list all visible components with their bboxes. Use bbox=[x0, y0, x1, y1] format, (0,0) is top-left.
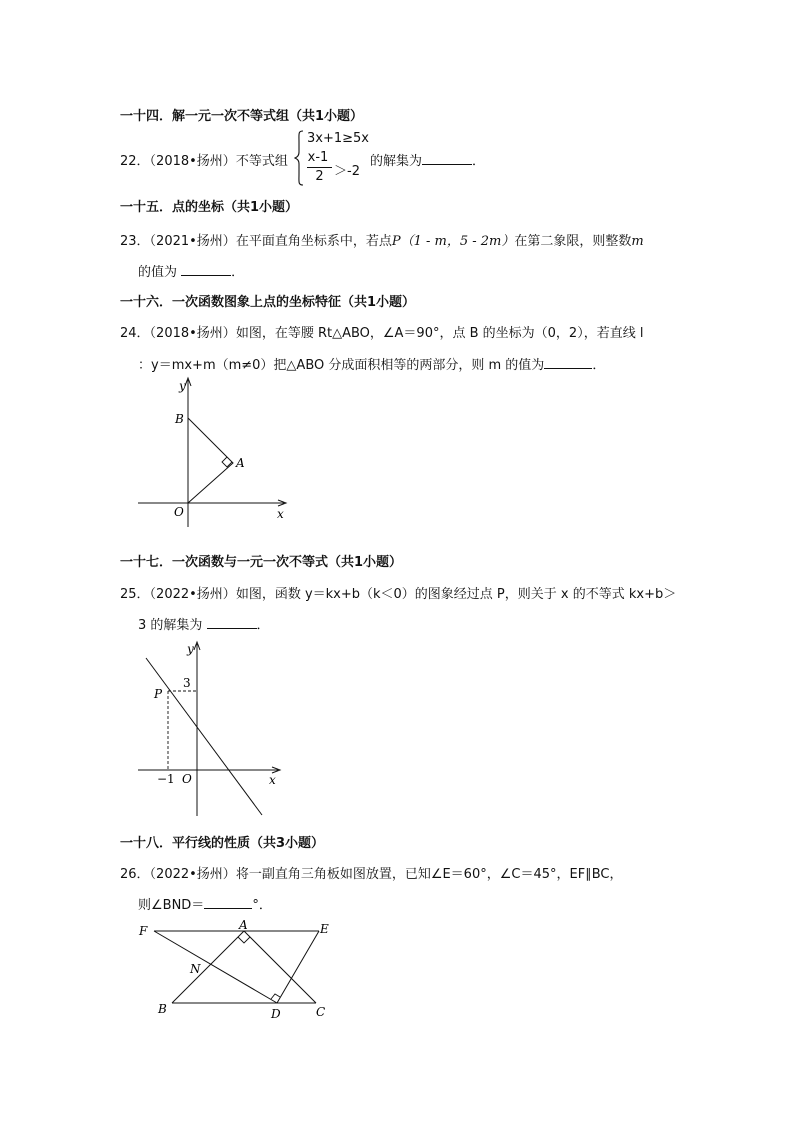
label-x: x bbox=[269, 773, 276, 787]
label-a: A bbox=[236, 456, 245, 470]
question-source: （2022•扬州） bbox=[149, 867, 236, 882]
label-neg1: −1 bbox=[157, 772, 175, 786]
question-text: 如图，函数 y＝kx+b（k＜0）的图象经过点 P，则关于 x 的不等式 kx+b＞ bbox=[235, 587, 677, 602]
label-d: D bbox=[271, 1007, 281, 1021]
question-23-line2: 的值为 ． bbox=[138, 265, 245, 280]
question-source: （2021•扬州） bbox=[149, 234, 236, 249]
section-heading-18: 一十八．平行线的性质（共3小题） bbox=[120, 836, 325, 851]
question-source: （2018•扬州） bbox=[149, 154, 236, 169]
question-text: °． bbox=[252, 898, 272, 913]
triangle-abo bbox=[188, 418, 233, 503]
question-25-line2: 3 的解集为 ． bbox=[138, 618, 270, 633]
question-number: 25． bbox=[120, 587, 150, 602]
segment-ab bbox=[172, 931, 244, 1003]
question-number: 24． bbox=[120, 326, 150, 341]
section-heading-17: 一十七．一次函数与一元一次不等式（共1小题） bbox=[120, 555, 403, 570]
question-22-tail: 的解集为 ． bbox=[370, 154, 486, 169]
fraction-denominator: 2 bbox=[315, 169, 324, 184]
answer-blank[interactable] bbox=[204, 896, 252, 909]
question-source: （2022•扬州） bbox=[149, 587, 236, 602]
line-y-kx-b bbox=[146, 658, 262, 815]
label-a: A bbox=[239, 918, 248, 932]
figure-q24 bbox=[130, 372, 300, 532]
label-y: y bbox=[187, 642, 194, 656]
label-y: y bbox=[179, 379, 186, 393]
label-e: E bbox=[320, 922, 329, 936]
fraction-bar bbox=[307, 167, 332, 168]
label-b: B bbox=[175, 412, 184, 426]
question-number: 22． bbox=[120, 154, 150, 169]
label-b: B bbox=[158, 1002, 167, 1016]
right-angle-icon bbox=[271, 994, 280, 999]
question-text: ：y＝mx+m（m≠0）把△ABO 分成面积相等的两部分，则 m 的值为 bbox=[138, 358, 545, 373]
fraction-numerator: x-1 bbox=[307, 150, 329, 165]
label-three: 3 bbox=[183, 676, 191, 690]
section-heading-15: 一十五．点的坐标（共1小题） bbox=[120, 200, 299, 215]
question-text: 3 的解集为 bbox=[138, 618, 203, 633]
brace-icon bbox=[294, 130, 304, 186]
point-expression: P（1 - m，5 - 2m） bbox=[391, 234, 515, 249]
question-22 bbox=[120, 150, 288, 169]
answer-blank[interactable] bbox=[207, 616, 257, 629]
question-text: 则∠BND＝ bbox=[138, 898, 205, 913]
label-f: F bbox=[139, 924, 148, 938]
inequality-1: 3x+1≥5x bbox=[307, 131, 369, 146]
label-p: P bbox=[154, 687, 163, 701]
question-text: 将一副直角三角板如图放置，已知∠E＝60°，∠C＝45°，EF∥BC， bbox=[235, 867, 623, 882]
segment-fd bbox=[154, 931, 277, 1003]
figure-q26 bbox=[130, 914, 340, 1024]
question-number: 26． bbox=[120, 867, 150, 882]
question-24 bbox=[120, 322, 643, 341]
question-text: 不等式组 bbox=[235, 154, 288, 169]
label-n: N bbox=[190, 962, 201, 976]
answer-blank[interactable] bbox=[181, 263, 231, 276]
segment-ac bbox=[244, 931, 316, 1003]
question-text: 在平面直角坐标系中，若点 bbox=[235, 234, 392, 249]
question-23 bbox=[120, 230, 644, 249]
question-number: 23． bbox=[120, 234, 150, 249]
question-text: 如图，在等腰 Rt△ABO，∠A＝90°，点 B 的坐标为（0，2），若直线 l bbox=[235, 326, 644, 341]
question-source: （2018•扬州） bbox=[149, 326, 236, 341]
answer-blank[interactable] bbox=[544, 356, 592, 369]
label-o: O bbox=[174, 505, 184, 519]
figure-q25 bbox=[130, 636, 290, 818]
label-o: O bbox=[182, 772, 192, 786]
question-text: 的解集为 bbox=[370, 154, 423, 169]
label-x: x bbox=[277, 507, 284, 521]
variable-m: m bbox=[631, 234, 644, 249]
label-c: C bbox=[316, 1005, 326, 1019]
segment-ed bbox=[277, 931, 319, 1003]
answer-blank[interactable] bbox=[422, 152, 472, 165]
question-26-line2 bbox=[138, 894, 272, 913]
inequality-2-rest: ＞-2 bbox=[334, 164, 360, 179]
section-heading-16: 一十六．一次函数图象上点的坐标特征（共1小题） bbox=[120, 295, 416, 310]
section-heading-14: 一十四．解一元一次不等式组（共1小题） bbox=[120, 109, 364, 124]
question-text: 在第二象限，则整数 bbox=[514, 234, 632, 249]
right-angle-icon bbox=[238, 937, 250, 943]
question-24-line2: ：y＝mx+m（m≠0）把△ABO 分成面积相等的两部分，则 m 的值为 ． bbox=[138, 358, 606, 373]
question-26 bbox=[120, 863, 622, 882]
question-25 bbox=[120, 583, 676, 602]
question-text: 的值为 bbox=[138, 265, 178, 280]
